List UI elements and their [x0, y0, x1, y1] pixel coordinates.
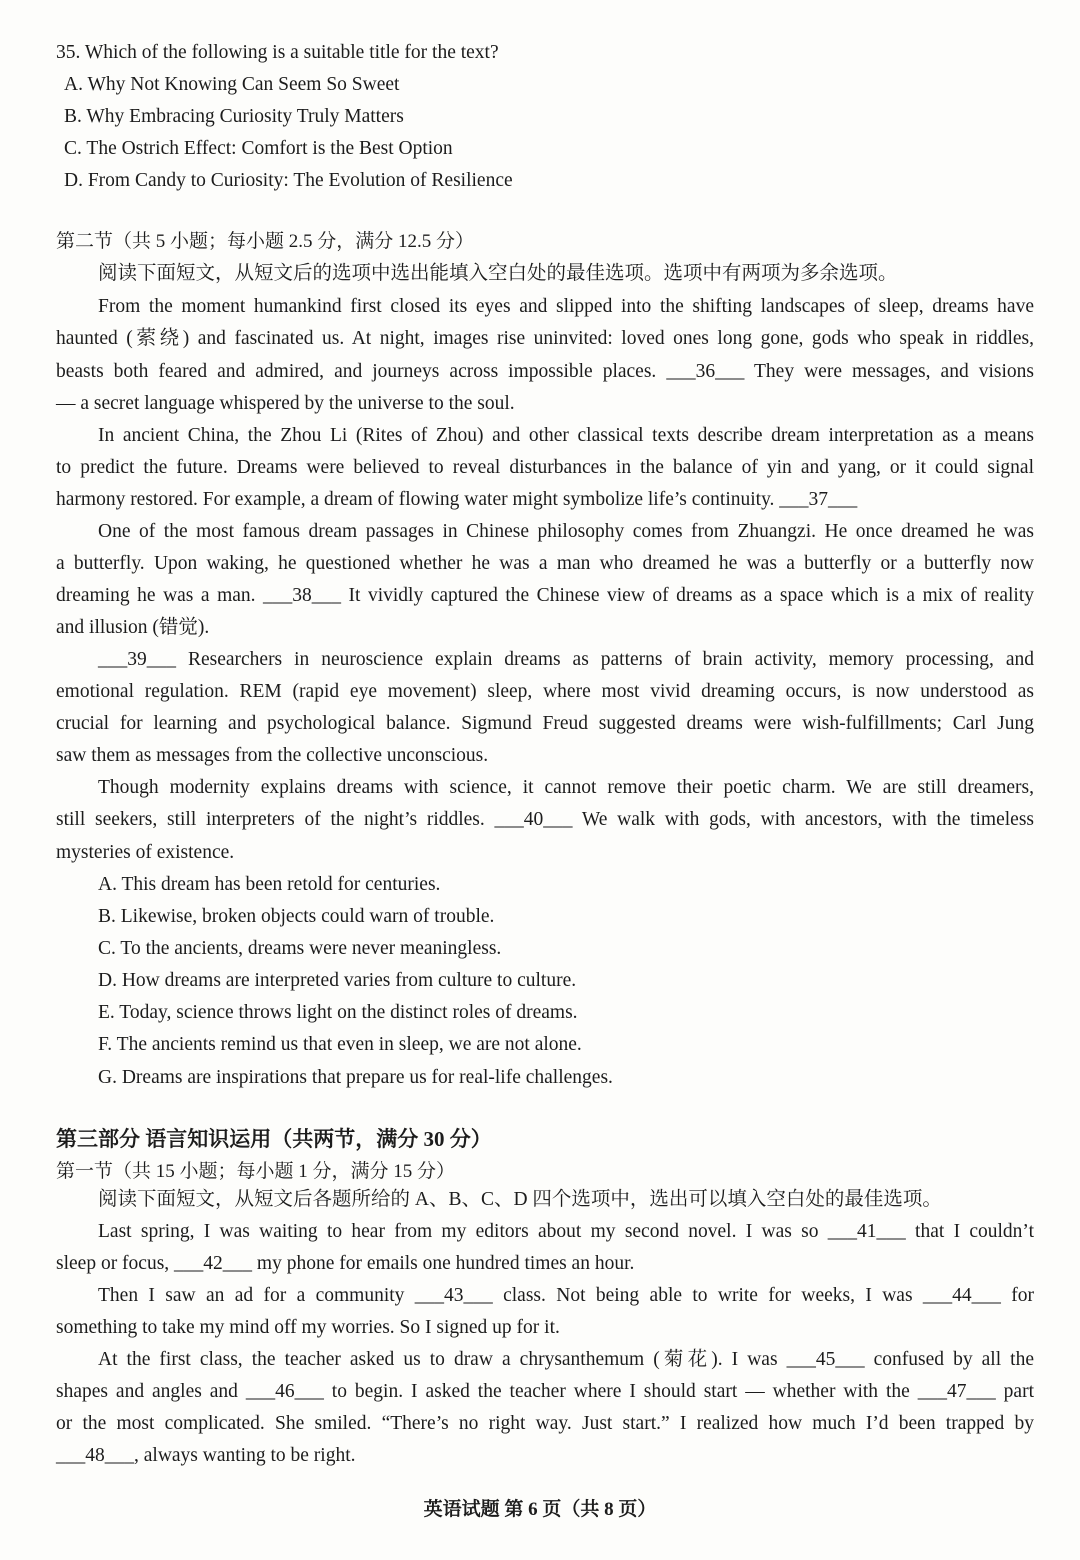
passage-line: Then I saw an ad for a community ___43___ class. Not being able to write for weeks, I was ___44___ for	[98, 1285, 1034, 1306]
passage-line: emotional regulation. REM (rapid eye movement) sleep, where most vivid dreaming occurs, is now understood as	[56, 681, 1034, 702]
page-footer: 英语试题 第 6 页（共 8 页）	[423, 1499, 657, 1520]
passage-line: ___48___, always wanting to be right.	[56, 1445, 356, 1466]
q35-stem: 35. Which of the following is a suitable title for the text?	[56, 42, 499, 63]
passage-line: From the moment humankind first closed its eyes and slipped into the shifting landscapes of sleep, dreams have	[98, 296, 1034, 317]
passage-line: mysteries of existence.	[56, 842, 235, 863]
section2-heading: 第二节（共 5 小题；每小题 2.5 分，满分 12.5 分）	[56, 231, 475, 252]
passage-line: One of the most famous dream passages in Chinese philosophy comes from Zhuangzi. He once dreamed he was	[98, 521, 1034, 542]
section2-option-e: E. Today, science throws light on the distinct roles of dreams.	[98, 1002, 578, 1023]
q35-option-c: C. The Ostrich Effect: Comfort is the Best Option	[64, 138, 453, 159]
passage-line: shapes and angles and ___46___ to begin. I asked the teacher where I should start — whether with the ___47___ part	[56, 1381, 1034, 1402]
passage-line: harmony restored. For example, a dream of flowing water might symbolize life’s continuity. ___37___	[56, 489, 858, 510]
passage-line: At the first class, the teacher asked us to draw a chrysanthemum (菊花). I was ___45___ confused by all the	[98, 1349, 1034, 1370]
q35-option-d: D. From Candy to Curiosity: The Evolution of Resilience	[64, 170, 513, 191]
section2-option-b: B. Likewise, broken objects could warn of trouble.	[98, 906, 495, 927]
passage-line: a butterfly. Upon waking, he questioned whether he was a man who dreamed he was a butterfly or a butterfly now	[56, 553, 1034, 574]
passage-line: sleep or focus, ___42___ my phone for emails one hundred times an hour.	[56, 1253, 635, 1274]
section2-instruction: 阅读下面短文，从短文后的选项中选出能填入空白处的最佳选项。选项中有两项为多余选项。	[98, 263, 898, 284]
passage-line: or the most complicated. She smiled. “There’s no right way. Just start.” I realized how much I’d been trapped by	[56, 1413, 1034, 1434]
part3-section-heading: 第一节（共 15 小题；每小题 1 分，满分 15 分）	[56, 1161, 456, 1182]
passage-line: something to take my mind off my worries. So I signed up for it.	[56, 1317, 560, 1338]
q35-option-a: A. Why Not Knowing Can Seem So Sweet	[64, 74, 400, 95]
q35-option-b: B. Why Embracing Curiosity Truly Matters	[64, 106, 404, 127]
passage-line: Though modernity explains dreams with science, it cannot remove their poetic charm. We are still dreamers,	[98, 777, 1034, 798]
passage-line: still seekers, still interpreters of the night’s riddles. ___40___ We walk with gods, with ancestors, with the timeless	[56, 809, 1034, 830]
passage-line: Last spring, I was waiting to hear from my editors about my second novel. I was so ___41___ that I couldn’t	[98, 1221, 1034, 1242]
passage-line: and illusion (错觉).	[56, 617, 210, 638]
passage-line: to predict the future. Dreams were believed to reveal disturbances in the balance of yin and yang, or it could signal	[56, 457, 1034, 478]
passage-line: haunted (萦绕) and fascinated us. At night, images rise uninvited: loved ones long gone, gods who speak in riddles,	[56, 328, 1034, 349]
section2-option-d: D. How dreams are interpreted varies from culture to culture.	[98, 970, 577, 991]
part3-instruction: 阅读下面短文，从短文后各题所给的 A、B、C、D 四个选项中，选出可以填入空白处的最佳选项。	[98, 1189, 942, 1210]
section2-option-g: G. Dreams are inspirations that prepare us for real-life challenges.	[98, 1067, 613, 1088]
passage-line: In ancient China, the Zhou Li (Rites of Zhou) and other classical texts describe dream interpretation as a means	[98, 425, 1034, 446]
part3-heading: 第三部分 语言知识运用（共两节，满分 30 分）	[56, 1127, 492, 1151]
passage-line: saw them as messages from the collective unconscious.	[56, 745, 489, 766]
section2-option-a: A. This dream has been retold for centuries.	[98, 874, 441, 895]
passage-line: crucial for learning and psychological balance. Sigmund Freud suggested dreams were wish-fulfillments; Carl Jung	[56, 713, 1034, 734]
passage-line: ___39___ Researchers in neuroscience explain dreams as patterns of brain activity, memory processing, and	[98, 649, 1034, 670]
passage-line: dreaming he was a man. ___38___ It vividly captured the Chinese view of dreams as a space which is a mix of reality	[56, 585, 1034, 606]
section2-option-f: F. The ancients remind us that even in sleep, we are not alone.	[98, 1034, 582, 1055]
passage-line: beasts both feared and admired, and journeys across impossible places. ___36___ They were messages, and visions	[56, 361, 1034, 382]
section2-option-c: C. To the ancients, dreams were never meaningless.	[98, 938, 502, 959]
passage-line: — a secret language whispered by the universe to the soul.	[56, 393, 515, 414]
